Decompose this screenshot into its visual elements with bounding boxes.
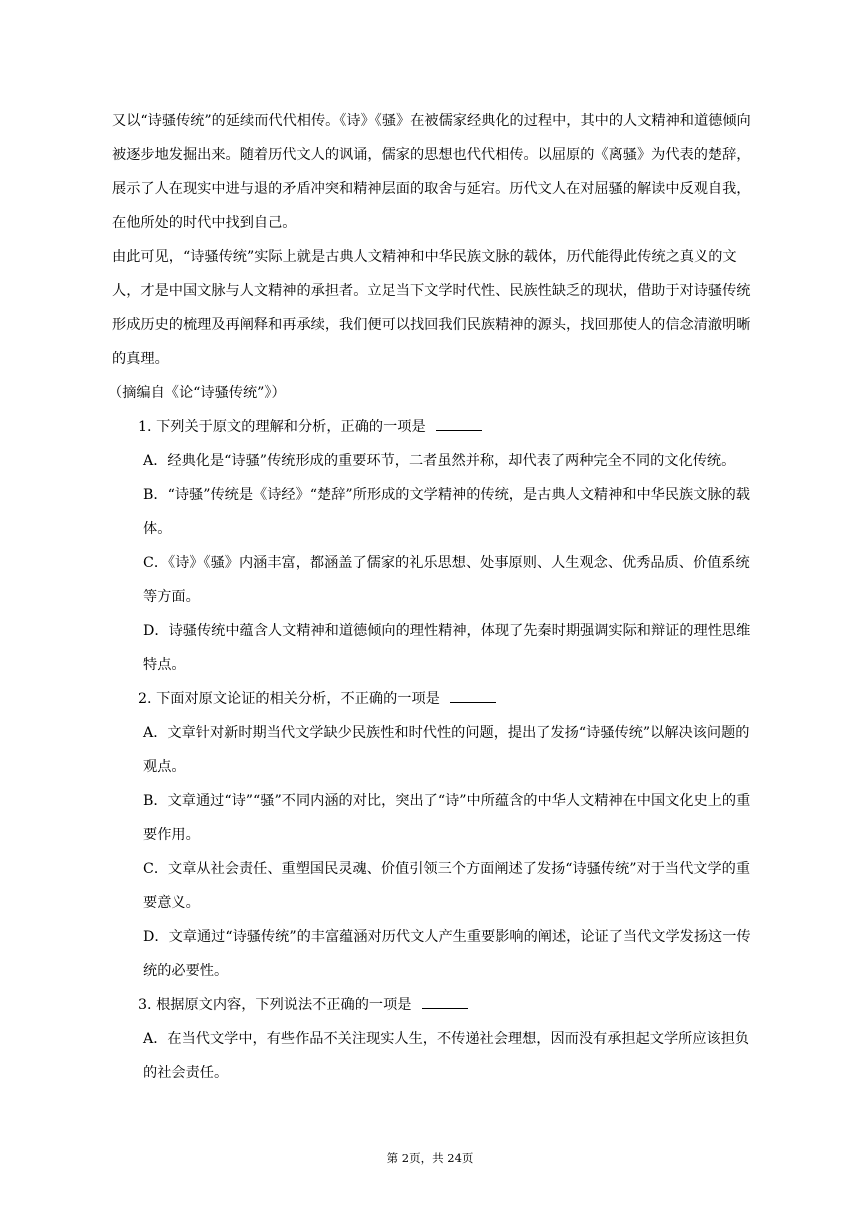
body-paragraph: 又以“诗骚传统”的延续而代代相传。《诗》《骚》在被儒家经典化的过程中，其中的人文精神和道德倾向被逐步地发掘出来。随着历代文人的讽诵，儒家的思想也代代相传。以屈原的《离骚》为代表的楚辞，展示了人在现实中进与退的矛盾冲突和精神层面的取舍与延宕。历代文人在对屈骚的解读中反观自我，在他所处的时代中找到自己。 <box>112 113 751 231</box>
source-citation: （摘编自《论“诗骚传统”》） <box>108 385 286 401</box>
option-c: C．文章从社会责任、重塑国民灵魂、价值引领三个方面阐述了发扬“诗骚传统”对于当代文学的重要意义。 <box>143 861 751 911</box>
question-number: 3. <box>138 997 152 1013</box>
option-a: A．经典化是“诗骚”传统形成的重要环节，二者虽然并称，却代表了两种完全不同的文化传统。 <box>143 453 736 469</box>
option-a: A．文章针对新时期当代文学缺少民族性和时代性的问题，提出了发扬“诗骚传统”以解决该问题的观点。 <box>143 725 750 775</box>
question-text: 下列关于原文的理解和分析，正确的一项是 <box>156 419 426 435</box>
question-text: 根据原文内容，下列说法不正确的一项是 <box>156 997 412 1013</box>
question-stem <box>138 988 762 1022</box>
question-2 <box>112 682 762 988</box>
option-d: D．诗骚传统中蕴含人文精神和道德倾向的理性精神，体现了先秦时期强调实际和辩证的理性思维特点。 <box>143 623 751 673</box>
footer-total-pages: 24 <box>447 1151 462 1165</box>
option-a: A．在当代文学中，有些作品不关注现实人生，不传递社会理想，因而没有承担起文学所应该担负的社会责任。 <box>143 1031 750 1081</box>
answer-blank <box>450 688 496 703</box>
question-3 <box>112 988 762 1090</box>
body-paragraph: 由此可见，“诗骚传统”实际上就是古典人文精神和中华民族文脉的载体，历代能得此传统之真义的文人，才是中国文脉与人文精神的承担者。立足当下文学时代性、民族性缺乏的现状，借助于对诗骚传统形成历史的梳理及再阐释和再承续，我们便可以找回我们民族精神的源头，找回那使人的信念清澈明晰的真理。 <box>112 249 751 367</box>
question-1 <box>112 410 762 682</box>
page-content <box>108 104 762 1090</box>
option-c: C．《诗》《骚》内涵丰富，都涵盖了儒家的礼乐思想、处事原则、人生观念、优秀品质、价值系统等方面。 <box>143 555 750 605</box>
question-number: 1. <box>138 419 152 435</box>
answer-blank <box>436 416 482 431</box>
page-footer <box>0 1150 860 1166</box>
question-stem <box>138 682 762 716</box>
question-stem <box>138 410 762 444</box>
option-d: D．文章通过“诗骚传统”的丰富蕴涵对历代文人产生重要影响的阐述，论证了当代文学发扬这一传统的必要性。 <box>143 929 751 979</box>
footer-middle: 页，共 <box>409 1151 448 1165</box>
footer-suffix: 页 <box>461 1151 474 1165</box>
question-number: 2. <box>138 691 152 707</box>
footer-page-number: 2 <box>401 1151 410 1165</box>
footer-prefix: 第 <box>386 1151 402 1165</box>
question-text: 下面对原文论证的相关分析，不正确的一项是 <box>156 691 440 707</box>
option-b: B．“诗骚”传统是《诗经》“楚辞”所形成的文学精神的传统，是古典人文精神和中华民族文脉的载体。 <box>143 487 750 537</box>
option-b: B．文章通过“诗”“骚”不同内涵的对比，突出了“诗”中所蕴含的中华人文精神在中国文化史上的重要作用。 <box>143 793 751 843</box>
answer-blank <box>422 994 468 1009</box>
